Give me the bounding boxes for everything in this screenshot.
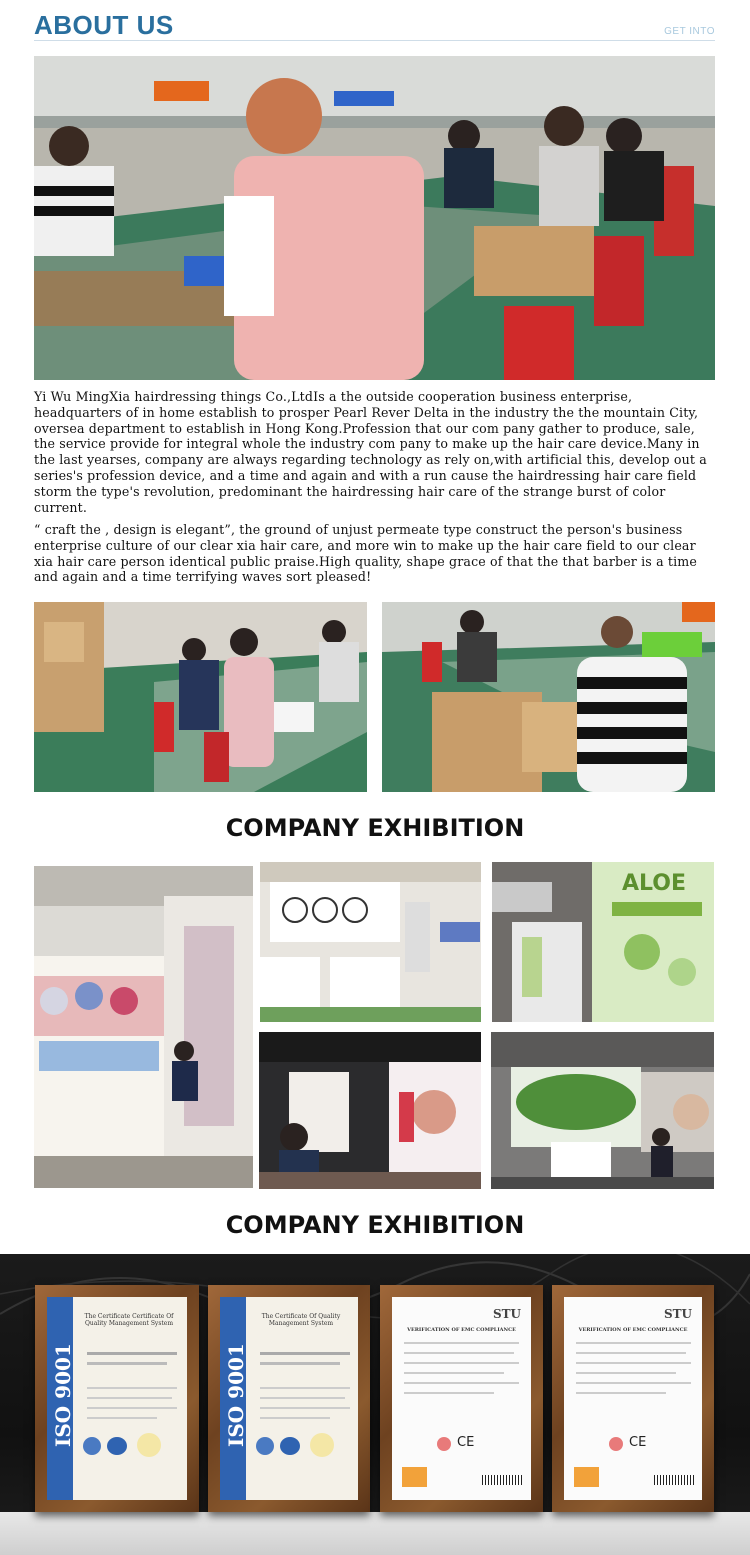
stu-logo-2: STU (663, 1307, 692, 1321)
exhibition-heading-2: COMPANY EXHIBITION (225, 1211, 525, 1239)
factory-photo-right (382, 602, 715, 792)
certificate-title-1: The Certificate Certificate Of Quality Management System (84, 1313, 174, 1327)
stu-logo-1: STU (492, 1307, 521, 1321)
factory-main-photo (34, 56, 715, 380)
about-paragraph-1: Yi Wu MingXia hairdressing things Co.,LtdIs a the outside cooperation business enterprise, headquarters of in home establish to prosper Pearl Rever Delta in the industry the the mountain City, oversea department to establish in Hong Kong.Profession that our com pany gather to produce, sale, the service provide for integral whole the industry com pany to make up the hair care device.Many in the last yearses, company are always regarding technology as rely on,with artificial this, develop out a series's profession device, and a time and again and with a run cause the hairdressing hair care field storm the type's revolution, predominant the hairdressing hair care of the strange burst of color current. (34, 389, 707, 515)
svg-text:ALOE: ALOE (622, 871, 686, 896)
iso-badge-2: ISO 9001 (224, 1343, 248, 1447)
certificate-frame-2 (208, 1285, 370, 1512)
page-title: ABOUT US (34, 10, 174, 40)
factory-photo-left (34, 602, 367, 792)
exhibition-photo-3 (492, 862, 714, 1022)
exhibition-photo-5 (491, 1032, 714, 1189)
exhibition-heading-1: COMPANY EXHIBITION (225, 814, 525, 842)
certificate-frame-3: STU VERIFICATION OF EMC COMPLIANCE CE (380, 1285, 543, 1512)
certificate-shelf (0, 1512, 750, 1555)
get-into-link[interactable]: GET INTO (664, 26, 715, 37)
certificate-title-2: The Certificate Of Quality Management System (261, 1313, 341, 1327)
certificate-title-3: VERIFICATION OF EMC COMPLIANCE (407, 1327, 516, 1333)
certificate-title-4: VERIFICATION OF EMC COMPLIANCE (578, 1327, 688, 1333)
exhibition-photo-1 (34, 866, 253, 1188)
header-divider (34, 40, 715, 41)
exhibition-photo-4 (259, 1032, 481, 1189)
certificate-frame-4: STU VERIFICATION OF EMC COMPLIANCE CE (552, 1285, 714, 1512)
iso-badge-1: ISO 9001 (51, 1343, 75, 1447)
exhibition-photo-2 (260, 862, 481, 1022)
about-paragraph-2: “ craft the , design is elegant”, the ground of unjust permeate type construct the person's business enterprise culture of our clear xia hair care, and more win to make up the hair care field to our clear xia hair care person identical public praise.High quality, shape grace of that the that barber is a time and again and a time terrifying waves sort pleased! (34, 522, 697, 585)
certificate-frame-1 (35, 1285, 199, 1512)
